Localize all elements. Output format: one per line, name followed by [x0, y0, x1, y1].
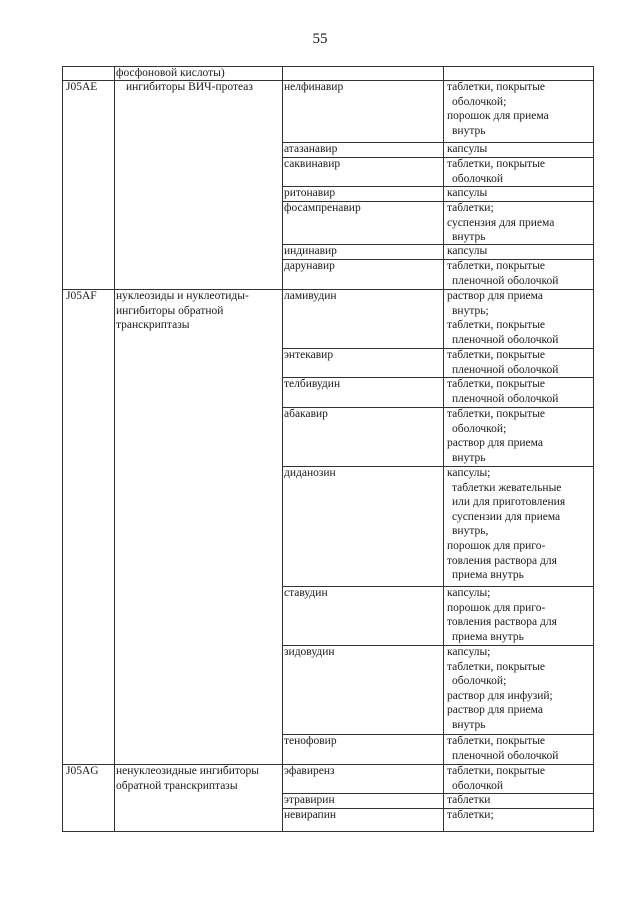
table-rule	[282, 407, 594, 408]
drug-name-cell	[282, 259, 443, 289]
table-row	[62, 348, 594, 377]
dosage-forms: порошок для приго-	[447, 601, 546, 614]
drug-name: индинавир	[284, 245, 337, 257]
table-row	[62, 586, 594, 645]
atc-code-cell	[62, 586, 114, 645]
drug-name: энтекавир	[284, 349, 334, 361]
dosage-forms-cell	[443, 793, 594, 808]
table-rule	[282, 186, 594, 187]
dosage-forms: раствор для инфузий;	[447, 689, 553, 702]
table-rule	[62, 289, 594, 290]
pharmacological-group-cell	[114, 157, 282, 186]
drug-name-cell	[282, 348, 443, 377]
pharmacological-group: ингибиторы обратной	[116, 304, 224, 317]
dosage-forms: товления раствора для	[447, 554, 557, 567]
table-row	[62, 259, 594, 289]
pharmacological-group-cell	[114, 259, 282, 289]
table-row	[62, 407, 594, 466]
pharmacological-group-cell	[114, 808, 282, 832]
drug-name-cell	[282, 186, 443, 201]
pharmacological-group-cell	[114, 348, 282, 377]
pharmacological-group: транскриптазы	[116, 319, 190, 332]
pharmacological-group-cell	[114, 586, 282, 645]
table-rule	[282, 645, 594, 646]
dosage-forms: таблетки, покрытые	[447, 378, 546, 390]
drug-name-cell	[282, 793, 443, 808]
table-row	[62, 142, 594, 157]
dosage-forms-cell	[443, 348, 594, 377]
pharmacological-group: нуклеозиды и нуклеотиды-	[116, 290, 249, 302]
dosage-forms: капсулы;	[447, 587, 491, 599]
dosage-forms: раствор для приема	[447, 704, 543, 717]
dosage-forms: оболочкой;	[452, 675, 507, 688]
pharmacological-group-cell	[114, 377, 282, 407]
atc-code-cell	[62, 142, 114, 157]
drug-name-cell	[282, 289, 443, 348]
dosage-forms: пленочной оболочкой	[452, 333, 559, 346]
drug-name-cell	[282, 244, 443, 259]
pharmacological-group-cell	[114, 66, 282, 80]
drug-name: саквинавир	[284, 158, 341, 170]
dosage-forms: приема внутрь	[452, 630, 524, 643]
dosage-forms-cell	[443, 808, 594, 832]
atc-code-cell	[62, 244, 114, 259]
dosage-forms: таблетки, покрытые	[447, 319, 546, 332]
table-row	[62, 734, 594, 764]
table-rule	[282, 808, 594, 809]
pharmacological-group-cell	[114, 201, 282, 244]
dosage-forms: таблетки;	[447, 809, 494, 821]
dosage-forms: оболочкой;	[452, 95, 507, 108]
dosage-forms-cell	[443, 201, 594, 244]
dosage-forms: или для приготовления	[452, 496, 566, 509]
table-rule	[62, 66, 594, 67]
dosage-forms-cell	[443, 466, 594, 586]
drug-name-cell	[282, 734, 443, 764]
dosage-forms-cell	[443, 66, 594, 80]
pharmacological-group-cell	[114, 186, 282, 201]
table-rule	[282, 377, 594, 378]
dosage-forms-cell	[443, 377, 594, 407]
drug-name: тенофовир	[284, 735, 337, 747]
pharmacological-group-cell	[114, 793, 282, 808]
table-rule	[282, 244, 594, 245]
atc-code-cell	[62, 289, 114, 348]
table-row	[62, 157, 594, 186]
drug-name: ламивудин	[284, 290, 337, 302]
dosage-forms: пленочной оболочкой	[452, 392, 559, 405]
dosage-forms: товления раствора для	[447, 616, 557, 629]
atc-code: J05AE	[66, 81, 98, 93]
drug-name: эфавиренз	[284, 765, 335, 777]
table-rule	[282, 66, 283, 832]
dosage-forms-cell	[443, 289, 594, 348]
dosage-forms: внутрь	[452, 718, 486, 731]
table-row	[62, 289, 594, 348]
pharmacological-group-cell	[114, 764, 282, 793]
table-rule	[282, 586, 594, 587]
dosage-forms: пленочной оболочкой	[452, 749, 559, 762]
dosage-forms: пленочной оболочкой	[452, 274, 559, 287]
table-row	[62, 80, 594, 142]
drug-table	[62, 66, 594, 832]
dosage-forms: капсулы;	[447, 646, 491, 658]
table-rule	[282, 157, 594, 158]
dosage-forms-cell	[443, 80, 594, 142]
dosage-forms: оболочкой	[452, 172, 504, 185]
dosage-forms: таблетки жевательные	[452, 481, 562, 494]
table-rule	[282, 201, 594, 202]
dosage-forms: суспензии для приема	[452, 510, 561, 523]
table-rule	[282, 734, 594, 735]
drug-name-cell	[282, 66, 443, 80]
dosage-forms: капсулы	[447, 143, 488, 155]
dosage-forms: приема внутрь	[452, 569, 524, 582]
table-rule	[62, 831, 594, 832]
dosage-forms: суспензия для приема	[447, 216, 555, 229]
table-row	[62, 793, 594, 808]
atc-code-cell	[62, 186, 114, 201]
table-row	[62, 377, 594, 407]
table-row	[62, 808, 594, 832]
drug-name-cell	[282, 764, 443, 793]
dosage-forms: таблетки, покрытые	[447, 660, 546, 673]
drug-name: этравирин	[284, 794, 335, 806]
pharmacological-group: ненуклеозидные ингибиторы	[116, 765, 260, 777]
dosage-forms: таблетки, покрытые	[447, 735, 546, 747]
dosage-forms-cell	[443, 142, 594, 157]
dosage-forms: оболочкой;	[452, 422, 507, 435]
dosage-forms: капсулы;	[447, 467, 491, 479]
dosage-forms: оболочкой	[452, 779, 504, 792]
drug-name-cell	[282, 808, 443, 832]
table-rule	[114, 66, 115, 832]
dosage-forms: капсулы	[447, 245, 488, 257]
atc-code: J05AG	[66, 765, 99, 777]
dosage-forms: внутрь	[452, 451, 486, 464]
table-row	[62, 201, 594, 244]
dosage-forms: порошок для приема	[447, 110, 549, 123]
drug-name-cell	[282, 80, 443, 142]
drug-name-cell	[282, 201, 443, 244]
dosage-forms: таблетки;	[447, 202, 494, 214]
drug-name: абакавир	[284, 408, 328, 420]
atc-code-cell	[62, 66, 114, 80]
pharmacological-group-cell	[114, 142, 282, 157]
table-row	[62, 244, 594, 259]
dosage-forms: таблетки, покрытые	[447, 260, 546, 272]
dosage-forms-cell	[443, 186, 594, 201]
dosage-forms-cell	[443, 407, 594, 466]
table-rule	[443, 66, 444, 832]
dosage-forms-cell	[443, 157, 594, 186]
drug-name: ритонавир	[284, 187, 336, 199]
table-rule	[593, 66, 594, 832]
drug-name: невирапин	[284, 809, 337, 821]
dosage-forms-cell	[443, 259, 594, 289]
table-rule	[62, 764, 594, 765]
atc-code-cell	[62, 407, 114, 466]
pharmacological-group-cell	[114, 80, 282, 142]
drug-name-cell	[282, 142, 443, 157]
drug-name-cell	[282, 466, 443, 586]
dosage-forms: таблетки, покрытые	[447, 158, 546, 170]
atc-code: J05AF	[66, 290, 97, 302]
table-rule	[62, 80, 594, 81]
drug-name: дарунавир	[284, 260, 335, 272]
table-row	[62, 645, 594, 734]
dosage-forms-cell	[443, 586, 594, 645]
dosage-forms: таблетки, покрытые	[447, 81, 546, 93]
dosage-forms: внутрь	[452, 124, 486, 137]
drug-name: телбивудин	[284, 378, 341, 390]
atc-code-cell	[62, 793, 114, 808]
dosage-forms-cell	[443, 764, 594, 793]
atc-code-cell	[62, 201, 114, 244]
pharmacological-group-cell	[114, 466, 282, 586]
drug-name-cell	[282, 157, 443, 186]
dosage-forms: порошок для приго-	[447, 539, 546, 552]
dosage-forms-cell	[443, 244, 594, 259]
drug-name-cell	[282, 407, 443, 466]
pharmacological-group: ингибиторы ВИЧ-протеаз	[126, 81, 253, 93]
drug-name: нелфинавир	[284, 81, 344, 93]
dosage-forms-cell	[443, 734, 594, 764]
atc-code-cell	[62, 348, 114, 377]
drug-name-cell	[282, 645, 443, 734]
table-rule	[62, 66, 63, 832]
atc-code-cell	[62, 377, 114, 407]
dosage-forms: таблетки, покрытые	[447, 349, 546, 361]
atc-code-cell	[62, 764, 114, 793]
drug-name: атазанавир	[284, 143, 338, 155]
dosage-forms: раствор для приема	[447, 437, 543, 450]
dosage-forms: таблетки, покрытые	[447, 408, 546, 420]
table-rule	[282, 466, 594, 467]
drug-name: диданозин	[284, 467, 336, 479]
table-row	[62, 66, 594, 80]
drug-name: фосампренавир	[284, 202, 361, 214]
dosage-forms: раствор для приема	[447, 290, 543, 302]
drug-name-cell	[282, 377, 443, 407]
pharmacological-group-cell	[114, 289, 282, 348]
atc-code-cell	[62, 157, 114, 186]
table-rule	[282, 348, 594, 349]
drug-name: зидовудин	[284, 646, 335, 658]
dosage-forms: внутрь;	[452, 304, 489, 317]
dosage-forms: пленочной оболочкой	[452, 363, 559, 376]
table-row	[62, 466, 594, 586]
dosage-forms: таблетки, покрытые	[447, 765, 546, 777]
table-rule	[282, 259, 594, 260]
pharmacological-group-cell	[114, 734, 282, 764]
drug-name-cell	[282, 586, 443, 645]
atc-code-cell	[62, 259, 114, 289]
dosage-forms: капсулы	[447, 187, 488, 199]
drug-name: ставудин	[284, 587, 328, 599]
table-row	[62, 764, 594, 793]
pharmacological-group: обратной транскриптазы	[116, 779, 238, 792]
atc-code-cell	[62, 734, 114, 764]
atc-code-cell	[62, 466, 114, 586]
pharmacological-group-cell	[114, 645, 282, 734]
pharmacological-group-cell	[114, 407, 282, 466]
atc-code-cell	[62, 645, 114, 734]
dosage-forms: внутрь,	[452, 525, 489, 538]
pharmacological-group: фосфоновой кислоты)	[116, 67, 225, 79]
atc-code-cell	[62, 80, 114, 142]
page-number: 55	[312, 31, 328, 47]
dosage-forms-cell	[443, 645, 594, 734]
dosage-forms: внутрь	[452, 231, 486, 244]
atc-code-cell	[62, 808, 114, 832]
table-rule	[282, 793, 594, 794]
table-rule	[282, 142, 594, 143]
dosage-forms: таблетки	[447, 794, 491, 806]
table-row	[62, 186, 594, 201]
pharmacological-group-cell	[114, 244, 282, 259]
